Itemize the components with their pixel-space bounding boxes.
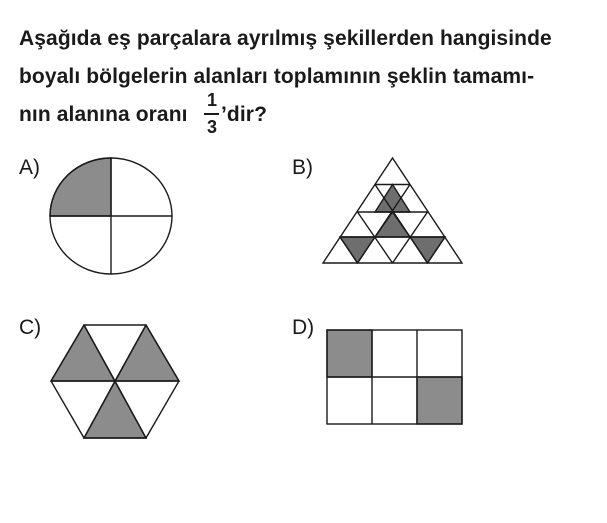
question-suffix: ’dir? bbox=[221, 103, 267, 126]
question-line-1: Aşağıda eş parçalara ayrılmış şekillerden hangisinde bbox=[19, 27, 552, 50]
hexagon-shaded-bottom bbox=[84, 381, 146, 438]
hexagon-shaded-left bbox=[51, 325, 115, 381]
triangle-shaded-piece-4 bbox=[410, 237, 445, 263]
option-b-triangle[interactable] bbox=[323, 158, 462, 263]
question-line-2: boyalı bölgelerin alanları toplamının şeklin tamamı- bbox=[19, 65, 535, 88]
fraction-numerator: 1 bbox=[206, 90, 217, 110]
question-line-3: nın alanına oranı bbox=[19, 103, 188, 126]
triangle-shaded-piece-3 bbox=[340, 237, 375, 263]
rectangle-shaded-top-left bbox=[327, 330, 372, 377]
hexagon-shaded-right bbox=[115, 325, 179, 381]
circle-shaded-quarter bbox=[50, 158, 111, 216]
option-c-label[interactable]: C) bbox=[19, 316, 42, 339]
fraction-denominator: 3 bbox=[206, 117, 217, 137]
rectangle-shaded-bottom-right bbox=[417, 377, 462, 424]
option-a-circle[interactable] bbox=[50, 158, 172, 274]
option-a-label[interactable]: A) bbox=[19, 156, 40, 179]
option-d-label[interactable]: D) bbox=[292, 316, 315, 339]
option-b-label[interactable]: B) bbox=[292, 156, 313, 179]
triangle-shaded-piece-1 bbox=[375, 185, 410, 213]
option-c-hexagon[interactable] bbox=[51, 325, 179, 438]
option-d-rectangle[interactable] bbox=[327, 330, 462, 424]
triangle-shaded-piece-2 bbox=[375, 212, 410, 237]
